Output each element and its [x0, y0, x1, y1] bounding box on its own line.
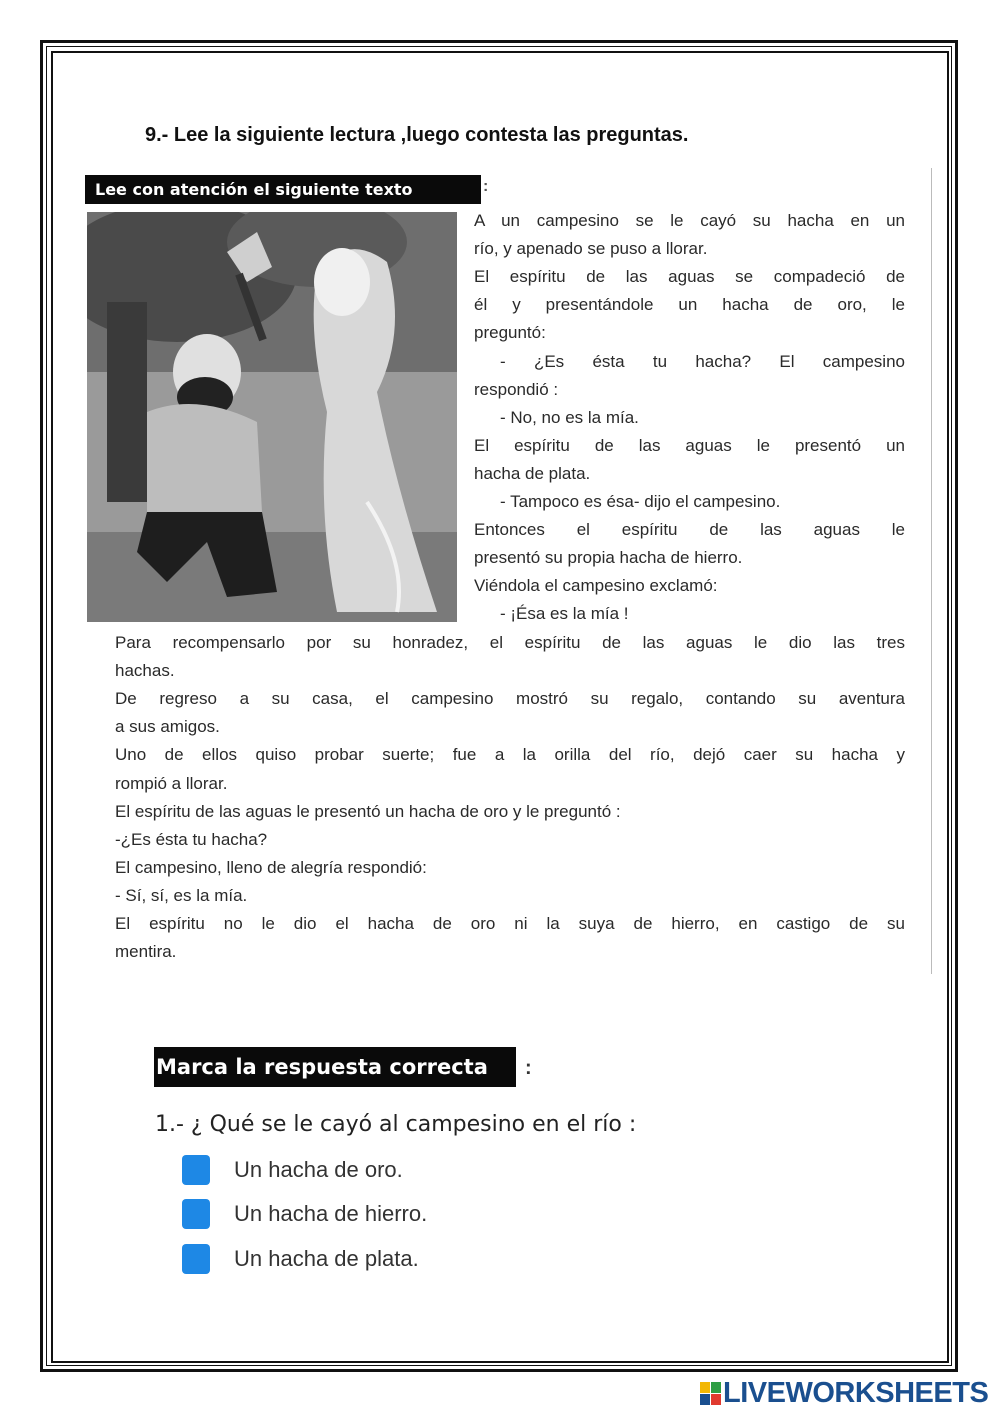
- option-2-label: Un hacha de hierro.: [234, 1201, 428, 1226]
- answer-banner-colon: :: [525, 1057, 532, 1079]
- story-line: preguntó:: [474, 323, 546, 343]
- liveworksheets-badge-icon: [700, 1382, 721, 1405]
- story-line: - Tampoco es ésa- dijo el campesino.: [500, 492, 781, 511]
- story-line: El espíritu no le dio el hacha de oro ni la suya de hierro, en castigo de su: [115, 914, 905, 933]
- question-1: 1.- ¿ Qué se le cayó al campesino en el río :: [155, 1112, 637, 1137]
- liveworksheets-logo: [700, 1377, 988, 1410]
- logo-text: LIVEWORKSHEETS: [723, 1377, 989, 1409]
- story-line: - ¡Ésa es la mía !: [500, 604, 629, 624]
- story-line: Entonces el espíritu de las aguas le: [474, 520, 905, 540]
- answer-banner: Marca la respuesta correcta: [154, 1047, 516, 1087]
- story-line: Uno de ellos quiso probar suerte; fue a la orilla del río, dejó caer su hacha y: [115, 745, 905, 765]
- story-line: El espíritu de las aguas le presentó un: [474, 435, 905, 455]
- story-line: presentó su propia hacha de hierro.: [474, 548, 743, 568]
- option-3: [182, 1244, 419, 1274]
- story-line: a sus amigos.: [115, 717, 220, 737]
- option-2: [182, 1199, 427, 1229]
- story-line: Para recompensarlo por su honradez, el espíritu de las aguas le dio las tres: [115, 633, 905, 652]
- story-line: rompió a llorar.: [115, 773, 228, 793]
- option-1-checkbox[interactable]: [182, 1155, 210, 1185]
- story-line: respondió :: [474, 379, 559, 399]
- story-line: A un campesino se le cayó su hacha en un: [474, 211, 905, 230]
- story-line: él y presentándole un hacha de oro, le: [474, 295, 905, 315]
- story-line: hachas.: [115, 661, 175, 681]
- story-line: El espíritu de las aguas se compadeció de: [474, 267, 905, 287]
- story-line: río, y apenado se puso a llorar.: [474, 239, 708, 259]
- farmer-figure: [147, 404, 262, 512]
- option-2-checkbox[interactable]: [182, 1199, 210, 1229]
- story-line: De regreso a su casa, el campesino mostró su regalo, contando su aventura: [115, 689, 905, 709]
- option-3-label: Un hacha de plata.: [234, 1246, 419, 1271]
- story-line: -¿Es ésta tu hacha?: [115, 829, 268, 849]
- reading-banner: Lee con atención el siguiente texto: [85, 175, 481, 204]
- story-line: - No, no es la mía.: [500, 407, 639, 427]
- option-1-label: Un hacha de oro.: [234, 1157, 403, 1182]
- story-line: El campesino, lleno de alegría respondió:: [115, 857, 427, 877]
- exercise-title: 9.- Lee la siguiente lectura ,luego contesta las preguntas.: [145, 124, 689, 146]
- option-1: [182, 1155, 403, 1185]
- option-3-checkbox[interactable]: [182, 1244, 210, 1274]
- story-line: mentira.: [115, 942, 177, 962]
- banner-colon: :: [483, 178, 489, 195]
- story-line: El espíritu de las aguas le presentó un hacha de oro y le preguntó :: [115, 801, 621, 821]
- story-line: - Sí, sí, es la mía.: [115, 885, 248, 905]
- story-line: Viéndola el campesino exclamó:: [474, 576, 718, 596]
- story-illustration: [87, 212, 457, 622]
- story-line: hacha de plata.: [474, 463, 591, 483]
- scan-edge-line: [931, 168, 932, 974]
- story-line: - ¿Es ésta tu hacha? El campesino: [500, 351, 905, 371]
